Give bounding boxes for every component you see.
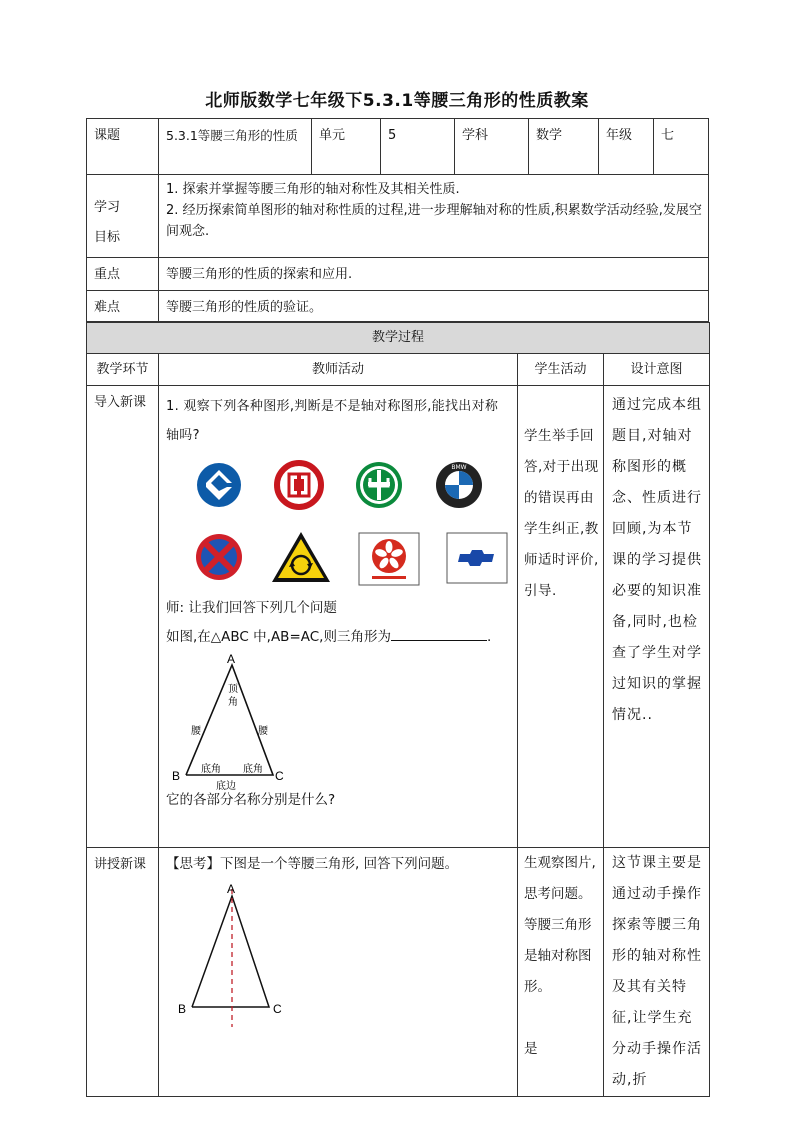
col-teacher-header: 教师活动 — [159, 354, 518, 386]
bmw-logo-icon — [434, 460, 484, 510]
subject-label: 学科 — [455, 119, 529, 175]
parts-question: 它的各部分名称分别是什么? — [166, 792, 336, 808]
student-answer: 是 — [524, 1041, 538, 1057]
fill-blank-question: 如图,在△ABC 中,AB=AC,则三角形为 . — [166, 623, 509, 652]
course-label: 课题 — [87, 119, 159, 175]
unit-label: 单元 — [312, 119, 381, 175]
base-angle-left-label: 底角 — [201, 764, 221, 775]
difficulty-text: 等腰三角形的性质的验证。 — [159, 291, 709, 322]
base-label: 底边 — [216, 781, 236, 792]
process-heading: 教学过程 — [87, 323, 710, 354]
lecture-student-activity: 生观察图片,思考问题。等腰三角形是轴对称图形。 是 — [518, 848, 604, 1097]
col-intent-header: 设计意图 — [604, 354, 710, 386]
grade-value: 七 — [654, 119, 709, 175]
vertex-a-label: A — [227, 652, 236, 666]
subject-value: 数学 — [529, 119, 599, 175]
goals-label: 学习 目标 — [87, 175, 159, 258]
goals-content — [159, 175, 709, 258]
document-title: 北师版数学七年级下5.3.1等腰三角形的性质教案 — [205, 91, 589, 111]
isosceles-triangle-symmetry-diagram — [168, 879, 288, 1029]
base-angle-right-label: 底角 — [243, 764, 263, 775]
intro-design-intent: 通过完成本组题目,对轴对称图形的概念、性质进行回顾,为本节课的学习提供必要的知识准备,同时,也检查了学生对学过知识的掌握情况.. — [604, 386, 710, 848]
lecture-stage: 讲授新课 — [87, 848, 159, 1097]
course-info-table — [86, 118, 709, 322]
answer-blank — [391, 626, 487, 641]
vertex-angle-label-1: 顶 — [228, 684, 238, 695]
icon-row-1 — [194, 460, 509, 510]
intro-teacher-cell — [159, 386, 518, 848]
think-tag: 【思考】 — [166, 856, 220, 872]
col-stage-header: 教学环节 — [87, 354, 159, 386]
no-parking-sign-icon — [194, 532, 244, 582]
key-point-text: 等腰三角形的性质的探索和应用. — [159, 258, 709, 291]
abc-logo-icon — [354, 460, 404, 510]
vertex-b-label: B — [172, 769, 181, 783]
vertex-a-label: A — [227, 882, 236, 896]
think-question: 【思考】下图是一个等腰三角形, 回答下列问题。 — [166, 856, 459, 872]
roundabout-warning-sign-icon — [270, 530, 332, 584]
key-point-label: 重点 — [87, 258, 159, 291]
svg-text:BMW: BMW — [451, 464, 467, 471]
leg-left-label: 腰 — [191, 726, 201, 737]
teacher-prompt: 师: 让我们回答下列几个问题 — [166, 600, 337, 616]
unit-value: 5 — [381, 119, 455, 175]
isosceles-triangle-diagram — [168, 652, 298, 792]
difficulty-label: 难点 — [87, 291, 159, 322]
goal-item-1: 1. 探索并掌握等腰三角形的轴对称性及其相关性质. — [166, 182, 460, 197]
hongkong-flag-icon — [358, 532, 420, 586]
vertex-c-label: C — [275, 769, 284, 783]
intro-stage: 导入新课 — [87, 386, 159, 848]
intro-question: 1. 观察下列各种图形,判断是不是轴对称图形,能找出对称轴吗? — [166, 399, 499, 443]
icon-row-2 — [194, 532, 509, 586]
vertex-c-label: C — [273, 1002, 282, 1016]
chevrolet-logo-icon — [446, 532, 508, 584]
vertex-b-label: B — [178, 1002, 187, 1016]
vertex-angle-label-2: 角 — [228, 697, 238, 708]
ccb-logo-icon — [194, 460, 244, 510]
teaching-process-table — [86, 322, 710, 1097]
leg-right-label: 腰 — [258, 726, 268, 737]
grade-label: 年级 — [599, 119, 654, 175]
lecture-design-intent: 这节课主要是通过动手操作探索等腰三角形的轴对称性及其有关特征,让学生充分动手操作活动,折 — [604, 848, 710, 1097]
intro-student-activity: 学生举手回答,对于出现的错误再由学生纠正,教师适时评价,引导. — [518, 386, 604, 848]
lecture-teacher-cell — [159, 848, 518, 1097]
icbc-logo-icon — [274, 460, 324, 510]
col-student-header: 学生活动 — [518, 354, 604, 386]
goal-item-2: 2. 经历探索简单图形的轴对称性质的过程,进一步理解轴对称的性质,积累数学活动经验,发展空间观念. — [166, 203, 702, 239]
course-value: 5.3.1等腰三角形的性质 — [159, 119, 312, 175]
